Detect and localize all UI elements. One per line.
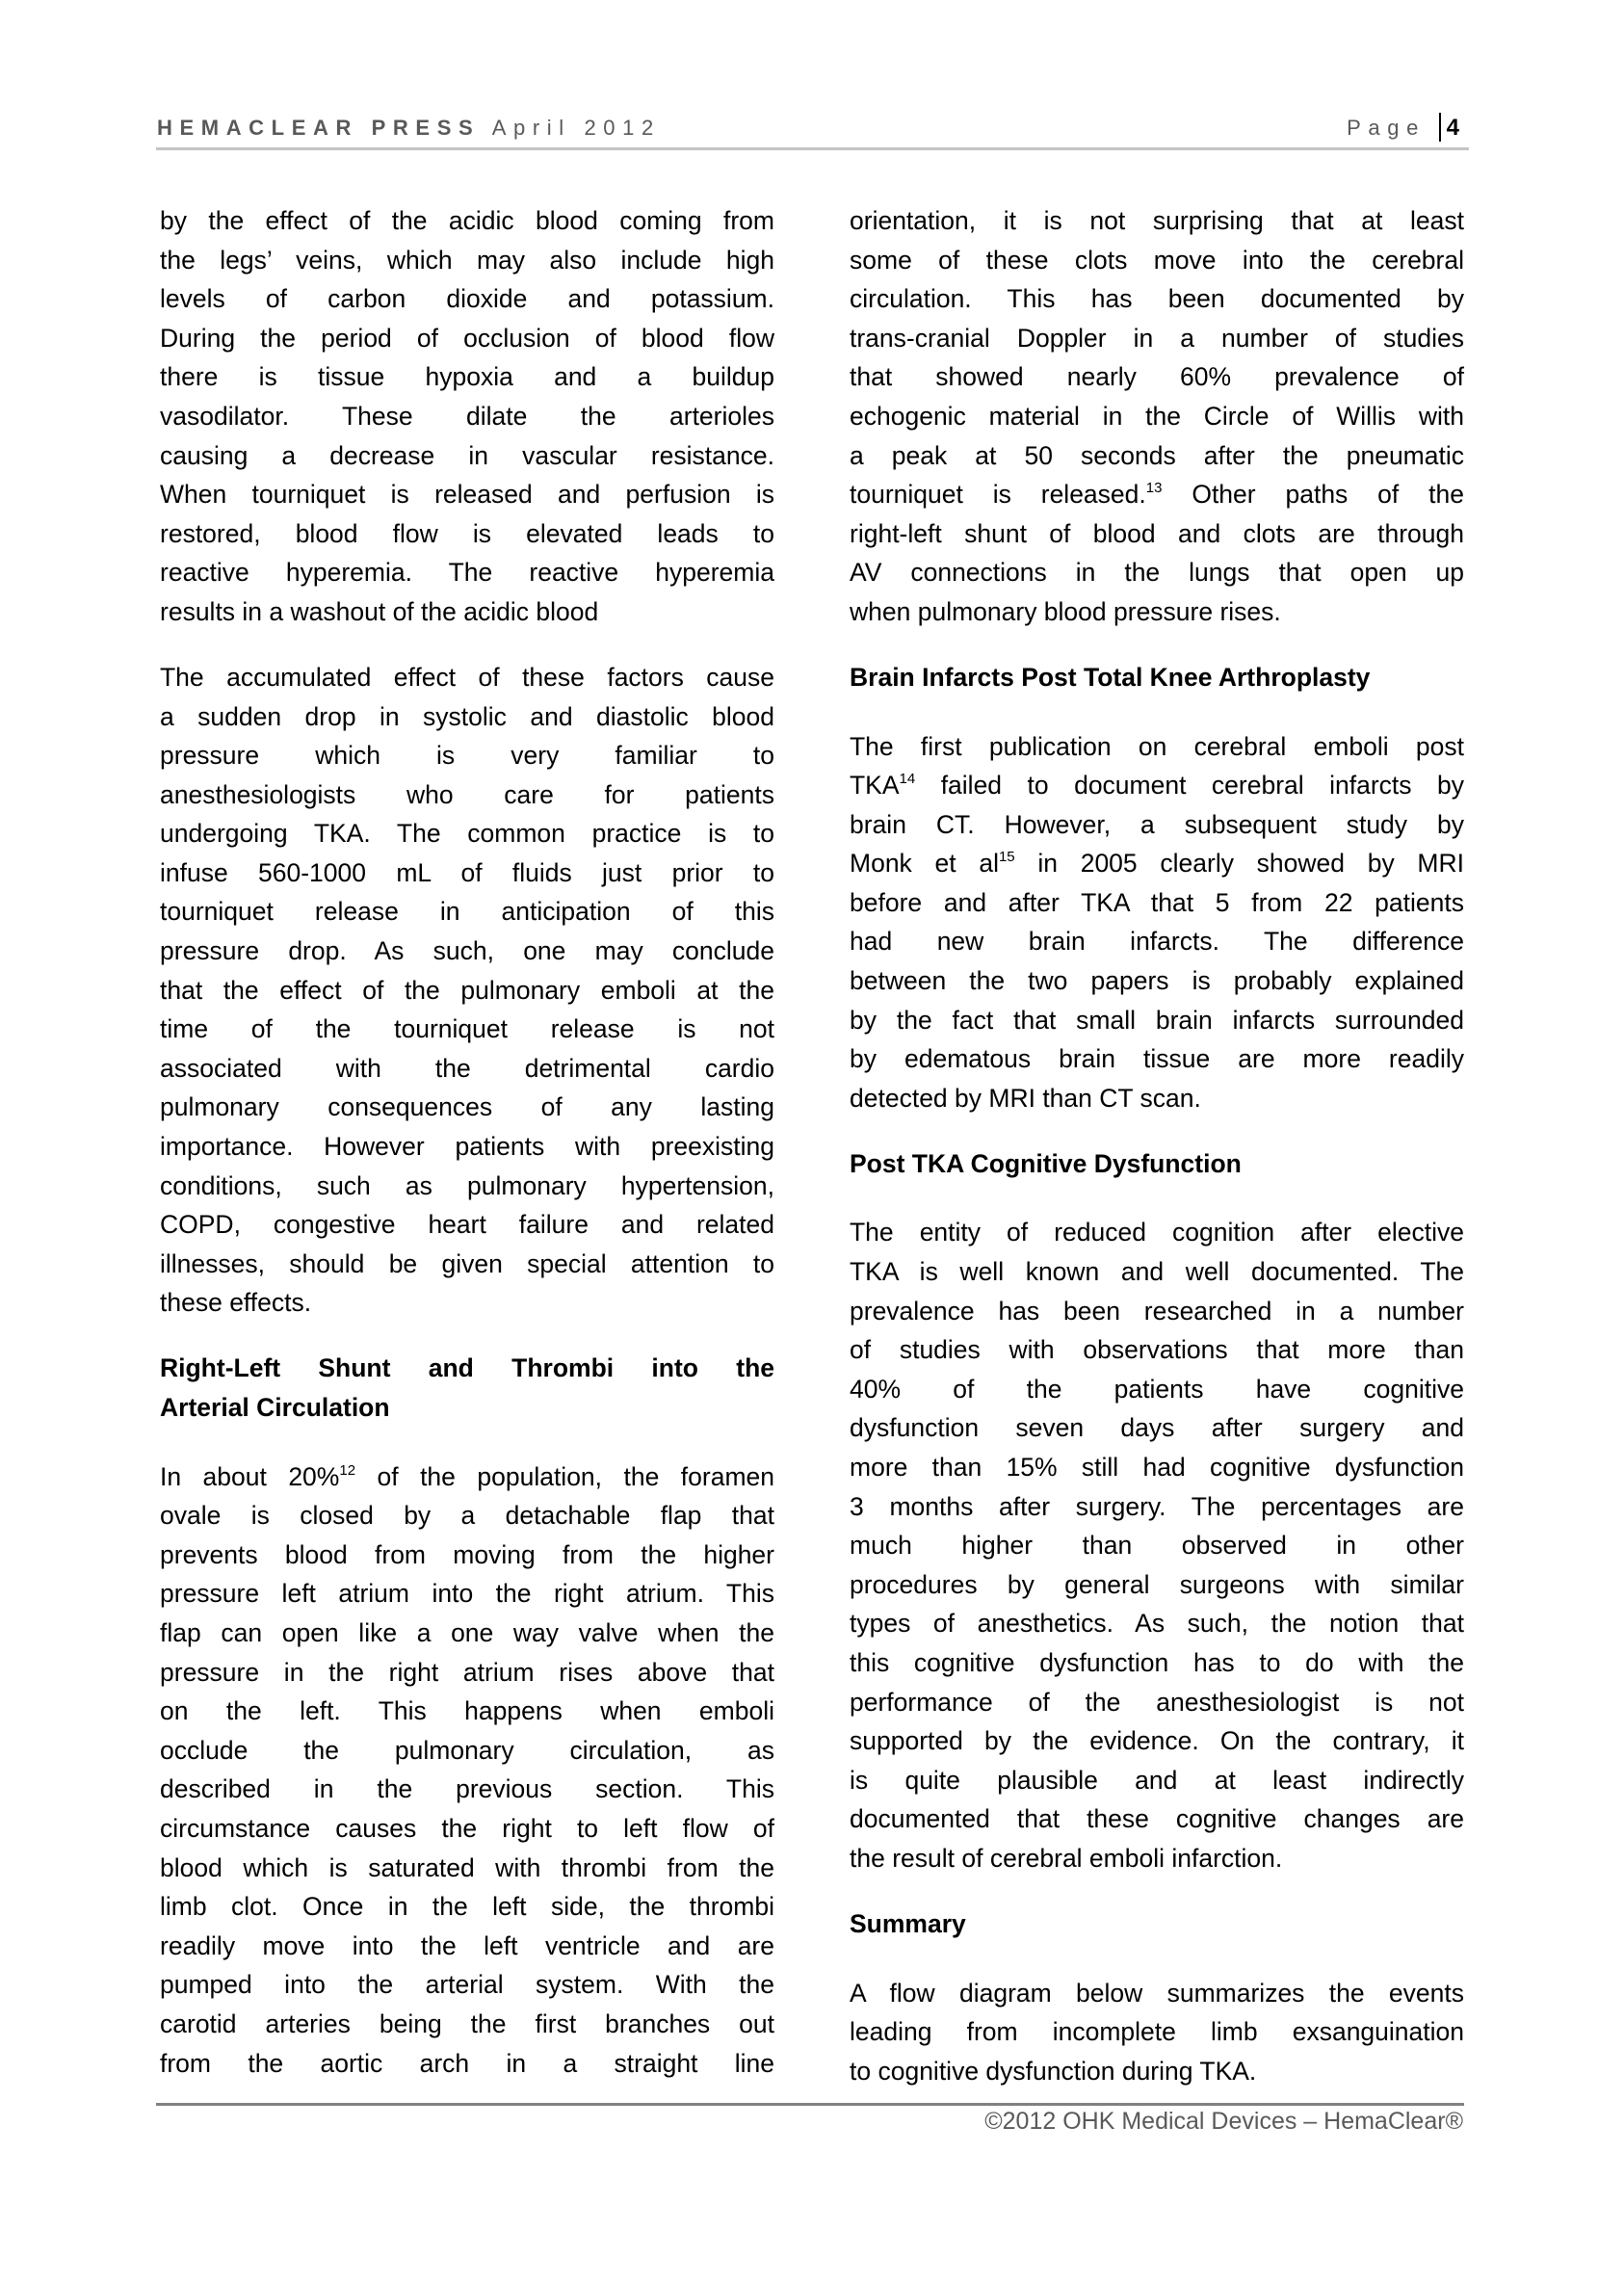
body-paragraph [850, 727, 1464, 1118]
text-line [850, 1448, 1464, 1487]
text-line [160, 697, 774, 737]
text-line [160, 775, 774, 815]
text-run: on the left. This happens when emboli [160, 1696, 774, 1726]
text-line [160, 1457, 774, 1497]
citation-superscript: 14 [899, 771, 916, 788]
text-run: tourniquet is released. [850, 480, 1146, 510]
text-run: Brain Infarcts Post Total Knee Arthroplasty [850, 662, 1371, 692]
text-line [850, 1799, 1464, 1839]
text-run: ovale is closed by a detachable flap that [160, 1501, 774, 1531]
text-run: Post TKA Cognitive Dysfunction [850, 1148, 1242, 1178]
footer-copyright: ©2012 OHK Medical Devices – HemaClear® [984, 2108, 1463, 2135]
text-run: that the effect of the pulmonary emboli at the [160, 975, 774, 1005]
text-run: blood which is saturated with thrombi from the [160, 1852, 774, 1882]
text-line [160, 1245, 774, 1284]
text-run: performance of the anesthesiologist is not [850, 1687, 1464, 1717]
text-run: limb clot. Once in the left side, the thrombi [160, 1892, 774, 1922]
text-line [850, 592, 1464, 632]
text-run: 40% of the patients have cognitive [850, 1374, 1464, 1404]
text-line [850, 241, 1464, 280]
text-run: the result of cerebral emboli infarction. [850, 1843, 1283, 1873]
text-run: echogenic material in the Circle of Willis with [850, 401, 1464, 431]
text-run: pumped into the arterial system. With the [160, 1970, 774, 2000]
text-line [850, 1370, 1464, 1409]
text-line [160, 2005, 774, 2044]
text-run: Monk et al [850, 849, 999, 879]
text-line [160, 2044, 774, 2084]
text-run: when pulmonary blood pressure rises. [850, 596, 1281, 626]
text-run: in 2005 clearly showed by MRI [1014, 849, 1464, 879]
text-run: The first publication on cerebral emboli post [850, 731, 1464, 761]
text-run: occlude the pulmonary circulation, as [160, 1735, 774, 1765]
text-run: A flow diagram below summarizes the events [850, 1978, 1464, 2008]
text-run: is quite plausible and at least indirectly [850, 1765, 1464, 1795]
text-line [160, 1653, 774, 1693]
text-run: trans-cranial Doppler in a number of studies [850, 323, 1464, 353]
text-line [850, 436, 1464, 476]
text-line [160, 1088, 774, 1127]
section-heading [850, 658, 1464, 697]
text-run: to cognitive dysfunction during TKA. [850, 2056, 1257, 2086]
citation-superscript: 13 [1145, 480, 1163, 497]
page-number: 4 [1446, 115, 1459, 141]
text-run: much higher than observed in other [850, 1531, 1464, 1561]
text-line [850, 514, 1464, 554]
section-heading [850, 1144, 1464, 1184]
text-run: there is tissue hypoxia and a buildup [160, 362, 774, 392]
heading-line [850, 1904, 1464, 1944]
text-run: more than 15% still had cognitive dysfunction [850, 1453, 1464, 1482]
header-rule [156, 147, 1469, 150]
publication-masthead [157, 113, 661, 144]
text-line [160, 736, 774, 775]
text-run: failed to document cerebral infarcts by [915, 771, 1464, 801]
text-run: these effects. [160, 1288, 312, 1318]
text-line [850, 475, 1464, 514]
text-line [160, 658, 774, 697]
text-line [850, 883, 1464, 923]
body-paragraph [850, 1213, 1464, 1877]
text-run: circumstance causes the right to left flow of [160, 1813, 774, 1843]
text-line [850, 1213, 1464, 1252]
text-line [160, 1965, 774, 2005]
page-indicator [1347, 113, 1459, 144]
text-line [850, 1330, 1464, 1370]
text-run: pressure which is very familiar to [160, 741, 774, 771]
page-header [157, 113, 1469, 144]
text-line [160, 1049, 774, 1089]
text-run: from the aortic arch in a straight line [160, 2048, 774, 2078]
text-line [160, 892, 774, 932]
text-line [160, 201, 774, 241]
text-line [160, 241, 774, 280]
text-run: documented that these cognitive changes are [850, 1804, 1464, 1834]
text-run: the legs’ veins, which may also include high [160, 245, 774, 275]
text-line [160, 853, 774, 893]
text-run: importance. However patients with preexisting [160, 1132, 774, 1162]
publication-title: HEMACLEAR PRESS [157, 116, 481, 140]
text-run: before and after TKA that 5 from 22 patients [850, 887, 1464, 917]
heading-line [160, 1349, 774, 1388]
text-run: Right-Left Shunt and Thrombi into the [160, 1353, 774, 1383]
text-run: circulation. This has been documented by [850, 284, 1464, 314]
text-run: dysfunction seven days after surgery and [850, 1413, 1464, 1443]
text-run: leading from incomplete limb exsanguination [850, 2017, 1464, 2047]
text-run: anesthesiologists who care for patients [160, 779, 774, 809]
text-line [160, 1887, 774, 1927]
body-paragraph [850, 201, 1464, 632]
text-run: illnesses, should be given special attention to [160, 1248, 774, 1278]
text-run: procedures by general surgeons with similar [850, 1569, 1464, 1599]
text-line [160, 1574, 774, 1614]
text-line [850, 1974, 1464, 2013]
text-line [160, 397, 774, 436]
text-line [160, 1731, 774, 1771]
text-run: tourniquet release in anticipation of this [160, 897, 774, 927]
text-line [160, 592, 774, 632]
text-run: prevents blood from moving from the higher [160, 1539, 774, 1569]
text-line [160, 279, 774, 319]
text-line [850, 1487, 1464, 1527]
text-line [850, 319, 1464, 358]
text-run: TKA is well known and well documented. The [850, 1257, 1464, 1287]
text-line [850, 1079, 1464, 1118]
text-run: orientation, it is not surprising that at least [850, 206, 1464, 235]
text-line [850, 922, 1464, 961]
text-line [160, 971, 774, 1011]
text-run: reactive hyperemia. The reactive hyperemia [160, 558, 774, 588]
text-line [160, 1283, 774, 1323]
text-line [850, 2052, 1464, 2091]
text-line [850, 1292, 1464, 1331]
text-line [160, 319, 774, 358]
section-heading [160, 1349, 774, 1427]
text-run: of studies with observations that more than [850, 1335, 1464, 1365]
text-line [160, 1205, 774, 1245]
text-line [160, 1614, 774, 1653]
text-line [160, 553, 774, 592]
text-line [850, 766, 1464, 805]
text-line [850, 1001, 1464, 1040]
text-line [160, 1809, 774, 1849]
text-line [160, 357, 774, 397]
footer-rule [156, 2103, 1464, 2106]
text-run: carotid arteries being the first branches out [160, 2008, 774, 2038]
text-run: causing a decrease in vascular resistance. [160, 440, 774, 470]
heading-line [850, 1144, 1464, 1184]
text-run: by the effect of the acidic blood coming from [160, 206, 774, 235]
body-paragraph [850, 1974, 1464, 2091]
text-run: this cognitive dysfunction has to do with the [850, 1647, 1464, 1677]
text-line [160, 932, 774, 971]
text-run: In about 20% [160, 1461, 340, 1491]
text-line [850, 397, 1464, 436]
section-heading [850, 1904, 1464, 1944]
text-run: described in the previous section. This [160, 1774, 774, 1804]
text-run: a peak at 50 seconds after the pneumatic [850, 440, 1464, 470]
text-line [850, 553, 1464, 592]
body-paragraph [160, 1457, 774, 2084]
text-run: undergoing TKA. The common practice is to [160, 819, 774, 849]
text-run: some of these clots move into the cerebral [850, 245, 1464, 275]
text-run: pressure left atrium into the right atrium. This [160, 1579, 774, 1609]
text-line [850, 1039, 1464, 1079]
text-run: pressure in the right atrium rises above that [160, 1657, 774, 1687]
text-run: detected by MRI than CT scan. [850, 1083, 1201, 1113]
text-line [160, 1496, 774, 1536]
text-run: vasodilator. These dilate the arterioles [160, 401, 774, 431]
text-run: The entity of reduced cognition after elective [850, 1218, 1464, 1247]
text-line [850, 727, 1464, 767]
text-line [160, 1536, 774, 1575]
text-run: readily move into the left ventricle and are [160, 1930, 774, 1960]
left-column [160, 201, 774, 2109]
page-label: Page [1347, 116, 1426, 140]
text-run: Other paths of the [1162, 480, 1464, 510]
text-run: by the fact that small brain infarcts surrounded [850, 1005, 1464, 1035]
text-run: AV connections in the lungs that open up [850, 558, 1464, 588]
text-run: that showed nearly 60% prevalence of [850, 362, 1464, 392]
text-run: The accumulated effect of these factors cause [160, 662, 774, 692]
text-line [160, 1167, 774, 1206]
text-line [850, 357, 1464, 397]
body-paragraph [160, 201, 774, 632]
text-run: Summary [850, 1908, 966, 1938]
text-line [160, 1127, 774, 1167]
text-line [850, 1565, 1464, 1605]
text-run: infuse 560-1000 mL of fluids just prior to [160, 857, 774, 887]
text-run: right-left shunt of blood and clots are through [850, 518, 1464, 548]
text-line [160, 1927, 774, 1966]
text-run: of the population, the foramen [355, 1461, 774, 1491]
text-run: Arterial Circulation [160, 1393, 390, 1422]
text-run: TKA [850, 771, 900, 801]
text-line [850, 1526, 1464, 1565]
text-line [160, 1770, 774, 1809]
text-run: pressure drop. As such, one may conclude [160, 936, 774, 966]
text-run: supported by the evidence. On the contrary, it [850, 1726, 1464, 1756]
text-run: restored, blood flow is elevated leads to [160, 518, 774, 548]
text-line [160, 1692, 774, 1731]
heading-line [850, 658, 1464, 697]
heading-line [160, 1388, 774, 1428]
text-line [850, 279, 1464, 319]
text-line [850, 1643, 1464, 1683]
text-line [850, 1604, 1464, 1643]
text-run: time of the tourniquet release is not [160, 1014, 774, 1044]
text-line [850, 1761, 1464, 1800]
text-line [850, 1252, 1464, 1292]
text-run: levels of carbon dioxide and potassium. [160, 284, 774, 314]
text-line [160, 475, 774, 514]
text-line [850, 1408, 1464, 1448]
text-run: by edematous brain tissue are more readily [850, 1044, 1464, 1074]
right-column [850, 201, 1464, 2117]
text-line [160, 1010, 774, 1049]
text-line [160, 814, 774, 853]
text-run: flap can open like a one way valve when the [160, 1617, 774, 1647]
text-run: 3 months after surgery. The percentages are [850, 1491, 1464, 1521]
text-run: brain CT. However, a subsequent study by [850, 809, 1464, 839]
body-paragraph [160, 658, 774, 1323]
citation-superscript: 15 [998, 849, 1015, 866]
citation-superscript: 12 [339, 1461, 356, 1479]
text-run: had new brain infarcts. The difference [850, 927, 1464, 957]
text-line [160, 514, 774, 554]
text-run: During the period of occlusion of blood flow [160, 323, 774, 353]
text-run: COPD, congestive heart failure and related [160, 1210, 774, 1240]
page-separator [1439, 113, 1441, 142]
text-line [850, 844, 1464, 883]
text-run: conditions, such as pulmonary hypertension, [160, 1170, 774, 1200]
text-line [850, 805, 1464, 845]
issue-date: April 2012 [491, 116, 661, 140]
text-line [850, 961, 1464, 1001]
text-line [160, 1849, 774, 1888]
text-line [160, 436, 774, 476]
text-run: types of anesthetics. As such, the notion that [850, 1609, 1464, 1639]
text-run: prevalence has been researched in a number [850, 1296, 1464, 1326]
text-line [850, 1721, 1464, 1761]
text-line [850, 1683, 1464, 1722]
text-run: associated with the detrimental cardio [160, 1053, 774, 1083]
text-line [850, 2012, 1464, 2052]
text-line [850, 1839, 1464, 1878]
text-run: results in a washout of the acidic blood [160, 596, 599, 626]
text-run: When tourniquet is released and perfusion is [160, 480, 774, 510]
text-run: between the two papers is probably explained [850, 966, 1464, 996]
text-run: pulmonary consequences of any lasting [160, 1092, 774, 1122]
text-run: a sudden drop in systolic and diastolic blood [160, 701, 774, 731]
text-line [850, 201, 1464, 241]
